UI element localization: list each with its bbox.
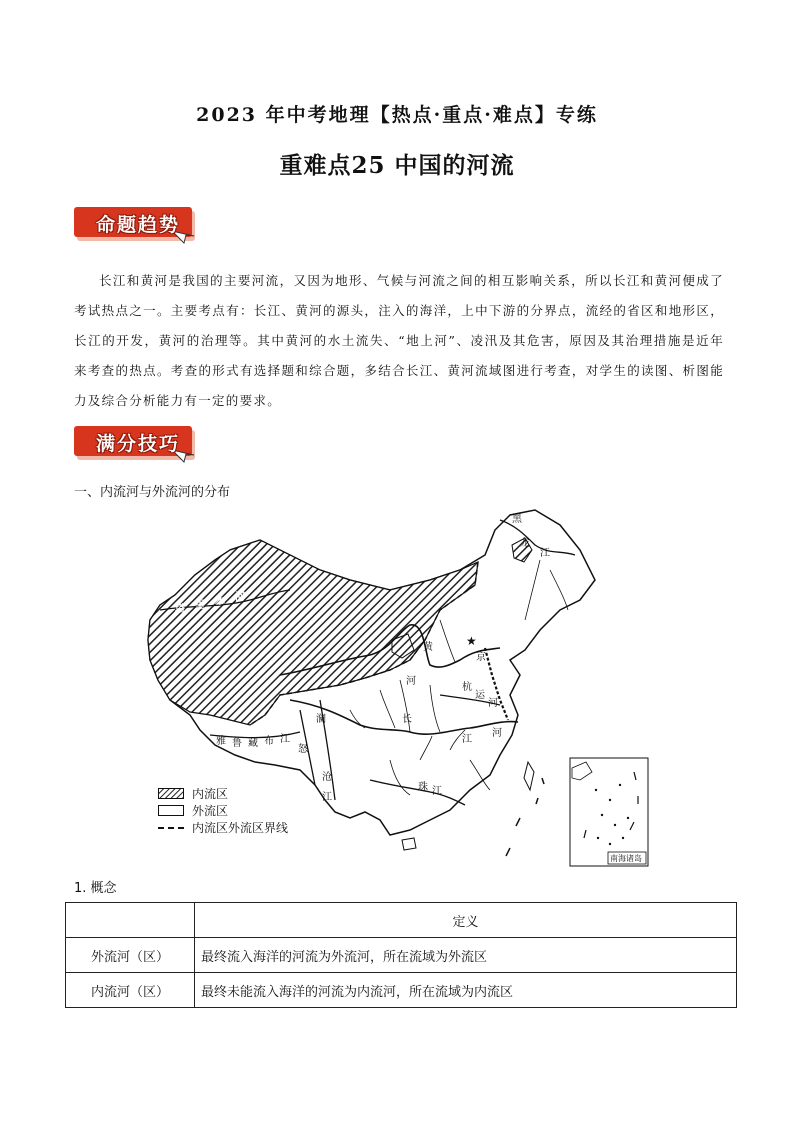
doc-title: 2023 年中考地理【热点·重点·难点】专练 [196, 104, 598, 126]
island-hainan [402, 838, 416, 850]
legend-swatch-inland [158, 788, 184, 799]
label-yarlung-1: 雅 [216, 736, 226, 747]
concept-table [65, 902, 737, 1008]
label-yarlung-2: 鲁 [232, 738, 242, 749]
section-heading-distribution: 一、内流河与外流河的分布 [74, 485, 231, 500]
table-cell-term: 外流河（区） [66, 938, 195, 973]
badge-trend-label: 命题趋势 [95, 214, 180, 236]
table-row [66, 938, 737, 973]
legend-label-inland: 内流区 [192, 787, 229, 801]
label-lancang-1: 澜 [316, 714, 326, 725]
label-lancang-3: 江 [322, 792, 332, 803]
table-cell-definition: 最终未能流入海洋的河流为内流河，所在流域为内流区 [195, 973, 737, 1008]
badge-skills [74, 424, 198, 460]
label-huang-1: 黄 [423, 642, 433, 653]
island-taiwan [524, 762, 534, 790]
label-zhu-1: 珠 [418, 782, 428, 793]
label-tarim-2: 里 [195, 600, 205, 611]
table-cell-term: 内流河（区） [66, 973, 195, 1008]
label-huang-2: 河 [406, 676, 416, 687]
label-heilong-1: 黑 [512, 514, 522, 525]
inset-label: 南海诸岛 [610, 854, 642, 863]
legend-row-outflow [158, 802, 288, 819]
sea-boundary-dashes [506, 778, 544, 856]
table-header-cell: 定义 [195, 903, 737, 938]
label-jinghang-1: 京 [476, 652, 486, 663]
label-lancang-2: 沧 [322, 772, 332, 783]
label-jinghang-2: 杭 [462, 682, 472, 693]
intro-paragraph: 长江和黄河是我国的主要河流，又因为地形、气候与河流之间的相互影响关系，所以长江和黄河便成了考试热点之一。主要考点有：长江、黄河的源头，注入的海洋，上中下游的分界点，流经的省区和地形区，长江的开发，黄河的治理等。其中黄河的水土流失、“地上河”、凌汛及其危害，原因及其治理措施是近年来考查的热点。考查的形式有选择题和综合题，多结合长江、黄河流域图进行考查，对学生的读图、析图能力及综合分析能力有一定的要求。 [74, 273, 724, 408]
label-huai: 河 [492, 728, 502, 739]
label-jinghang-4: 河 [488, 698, 498, 709]
legend-label-boundary: 内流区外流区界线 [192, 821, 289, 835]
capital-star-icon: ★ [466, 634, 477, 648]
label-yarlung-4: 布 [264, 736, 274, 747]
legend-swatch-boundary [158, 827, 184, 829]
doc-subtitle: 重难点25 中国的河流 [279, 152, 515, 179]
label-heilong-2: 龙 [520, 538, 530, 549]
legend-row-inland [158, 785, 288, 802]
label-jinghang-3: 运 [475, 690, 485, 701]
legend-swatch-outflow [158, 805, 184, 816]
legend-label-outflow: 外流区 [192, 804, 229, 818]
label-tarim-4: 河 [235, 592, 245, 603]
label-tarim-1: 塔 [175, 604, 185, 615]
section-heading-concept: 1. 概念 [74, 881, 117, 896]
label-chang-2: 江 [462, 734, 472, 745]
badge-trend [74, 205, 198, 241]
label-heilong-3: 江 [540, 548, 550, 559]
label-zhu-2: 江 [432, 786, 442, 797]
badge-skills-label: 满分技巧 [95, 433, 180, 455]
label-tarim-3: 木 [215, 596, 225, 607]
legend-row-boundary [158, 819, 288, 836]
table-row [66, 973, 737, 1008]
map-legend [158, 785, 288, 836]
south-china-sea-inset [570, 758, 648, 866]
table-cell-definition: 最终流入海洋的河流为外流河，所在流域为外流区 [195, 938, 737, 973]
label-yarlung-3: 藏 [248, 738, 258, 749]
table-header-cell [66, 903, 195, 938]
label-nu: 怒 [298, 744, 308, 755]
table-header-row [66, 903, 737, 938]
label-chang-1: 长 [402, 714, 412, 725]
label-yarlung-5: 江 [280, 734, 290, 745]
